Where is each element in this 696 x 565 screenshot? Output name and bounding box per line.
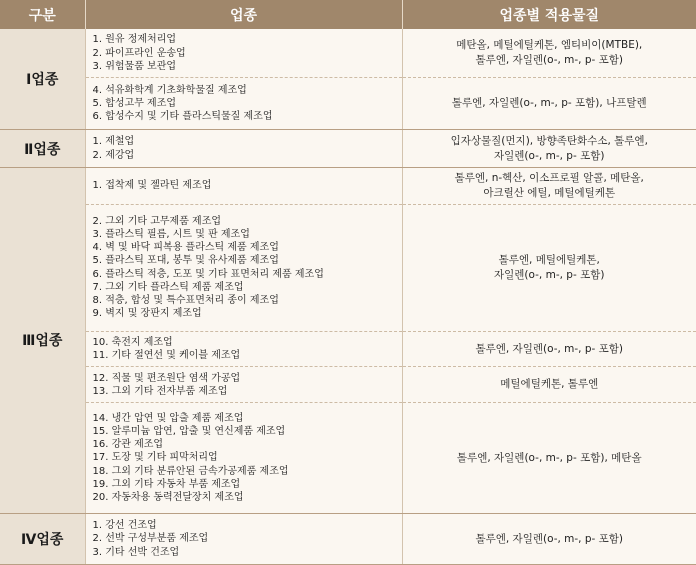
material-line: 메탄올, 메틸에틸케톤, 엠티비이(MTBE), — [456, 39, 643, 52]
industry-cell — [85, 29, 402, 78]
industry-item: 9. 벽지 및 장판지 제조업 — [92, 308, 202, 320]
industry-item: 13. 그외 기타 전자부품 제조업 — [92, 385, 228, 397]
materials-cell — [402, 78, 696, 130]
industry-item: 2. 제강업 — [92, 149, 135, 161]
group-label-3: Ⅲ업종 — [0, 167, 85, 513]
group-label-1: Ⅰ업종 — [0, 29, 85, 130]
materials-cell — [402, 167, 696, 204]
industry-cell — [85, 403, 402, 514]
material-line: 톨루엔, 자일렌(o-, m-, p- 포함), 메탄올 — [456, 451, 642, 464]
industry-item: 14. 냉간 압연 및 압출 제품 제조업 — [92, 412, 244, 424]
industry-cell — [85, 367, 402, 403]
table-row — [0, 367, 696, 403]
industry-item: 2. 그외 기타 고무제품 제조업 — [92, 215, 222, 227]
industry-item: 7. 그외 기타 플라스틱 제품 제조업 — [92, 281, 244, 293]
industry-item: 3. 기타 선박 건조업 — [92, 546, 180, 558]
materials-cell — [402, 403, 696, 514]
material-line: 톨루엔, 자일렌(o-, m-, p- 포함) — [475, 54, 624, 67]
material-line: 톨루엔, 메틸에틸케톤, — [498, 253, 600, 266]
material-line: 아크릴산 에틸, 메틸에틸케톤 — [483, 186, 616, 199]
table-row — [0, 514, 696, 565]
materials-cell — [402, 514, 696, 565]
material-line: 톨루엔, n-헥산, 이소프로필 알콜, 메탄올, — [454, 171, 644, 184]
industry-cell — [85, 167, 402, 204]
industry-item: 5. 합성고무 제조업 — [92, 98, 177, 110]
industry-item: 6. 합성수지 및 기타 플라스틱물질 제조업 — [92, 111, 273, 123]
materials-cell — [402, 367, 696, 403]
header-group: 구분 — [0, 0, 85, 29]
material-line: 톨루엔, 자일렌(o-, m-, p- 포함), 나프탈렌 — [451, 97, 647, 110]
industry-item: 6. 플라스틱 적층, 도포 및 기타 표면처리 제품 제조업 — [92, 268, 324, 280]
industry-item: 11. 기타 절연선 및 케이블 제조업 — [92, 350, 241, 362]
group-label-4: Ⅳ업종 — [0, 514, 85, 565]
industry-item: 10. 축전지 제조업 — [92, 336, 173, 348]
industry-item: 18. 그외 기타 분류안된 금속가공제품 제조업 — [92, 465, 289, 477]
industry-item: 4. 석유화학계 기초화학물질 제조업 — [92, 85, 247, 96]
material-line: 자일렌(o-, m-, p- 포함) — [494, 268, 605, 281]
industry-item: 1. 강선 건조업 — [92, 520, 157, 532]
header-materials: 업종별 적용물질 — [402, 0, 696, 29]
table-row — [0, 29, 696, 78]
industry-cell — [85, 331, 402, 367]
materials-cell — [402, 331, 696, 367]
header-industry: 업종 — [85, 0, 402, 29]
industry-item: 1. 접착제 및 젤라틴 제조업 — [92, 180, 212, 192]
industry-item: 12. 직물 및 편조원단 염색 가공업 — [92, 372, 241, 384]
materials-cell — [402, 204, 696, 331]
table-row — [0, 403, 696, 514]
industry-item: 2. 선박 구성부분품 제조업 — [92, 533, 209, 545]
industry-item: 5. 플라스틱 포대, 봉투 및 유사제품 제조업 — [92, 255, 279, 267]
table-row — [0, 130, 696, 168]
industry-item: 17. 도장 및 기타 피막처리업 — [92, 452, 218, 464]
industry-cell — [85, 78, 402, 130]
industry-item: 3. 플라스틱 필름, 시트 및 판 제조업 — [92, 229, 250, 241]
industry-item: 20. 자동차용 동력전달장치 제조업 — [92, 492, 244, 504]
group-label-2: Ⅱ업종 — [0, 130, 85, 168]
industry-item: 15. 알루미늄 압연, 압출 및 연신제품 제조업 — [92, 426, 286, 438]
materials-cell — [402, 130, 696, 168]
industry-item: 8. 적층, 합성 및 특수표면처리 종이 제조업 — [92, 295, 279, 307]
material-line: 메틸에틸케톤, 톨루엔 — [500, 378, 599, 391]
table-row — [0, 204, 696, 331]
table-row — [0, 331, 696, 367]
materials-cell — [402, 29, 696, 78]
table-row — [0, 78, 696, 130]
material-line: 톨루엔, 자일렌(o-, m-, p- 포함) — [475, 342, 624, 355]
industry-cell — [85, 204, 402, 331]
industry-item: 1. 원유 정제처리업 — [92, 34, 177, 46]
material-line: 입자상물질(먼지), 방향족탄화수소, 톨루엔, — [450, 134, 648, 147]
industry-cell — [85, 130, 402, 168]
industry-item: 1. 제철업 — [92, 136, 135, 148]
industry-item: 3. 위험물품 보관업 — [92, 60, 177, 72]
industry-item: 16. 강관 제조업 — [92, 439, 164, 451]
table-row — [0, 167, 696, 204]
industry-item: 2. 파이프라인 운송업 — [92, 47, 186, 59]
industry-cell — [85, 514, 402, 565]
material-line: 자일렌(o-, m-, p- 포함) — [494, 149, 605, 162]
material-line: 톨루엔, 자일렌(o-, m-, p- 포함) — [475, 532, 624, 545]
industry-item: 4. 벽 및 바닥 피복용 플라스틱 제품 제조업 — [92, 242, 279, 254]
header-row — [0, 0, 696, 29]
industry-item: 19. 그외 기타 자동차 부품 제조업 — [92, 478, 241, 490]
